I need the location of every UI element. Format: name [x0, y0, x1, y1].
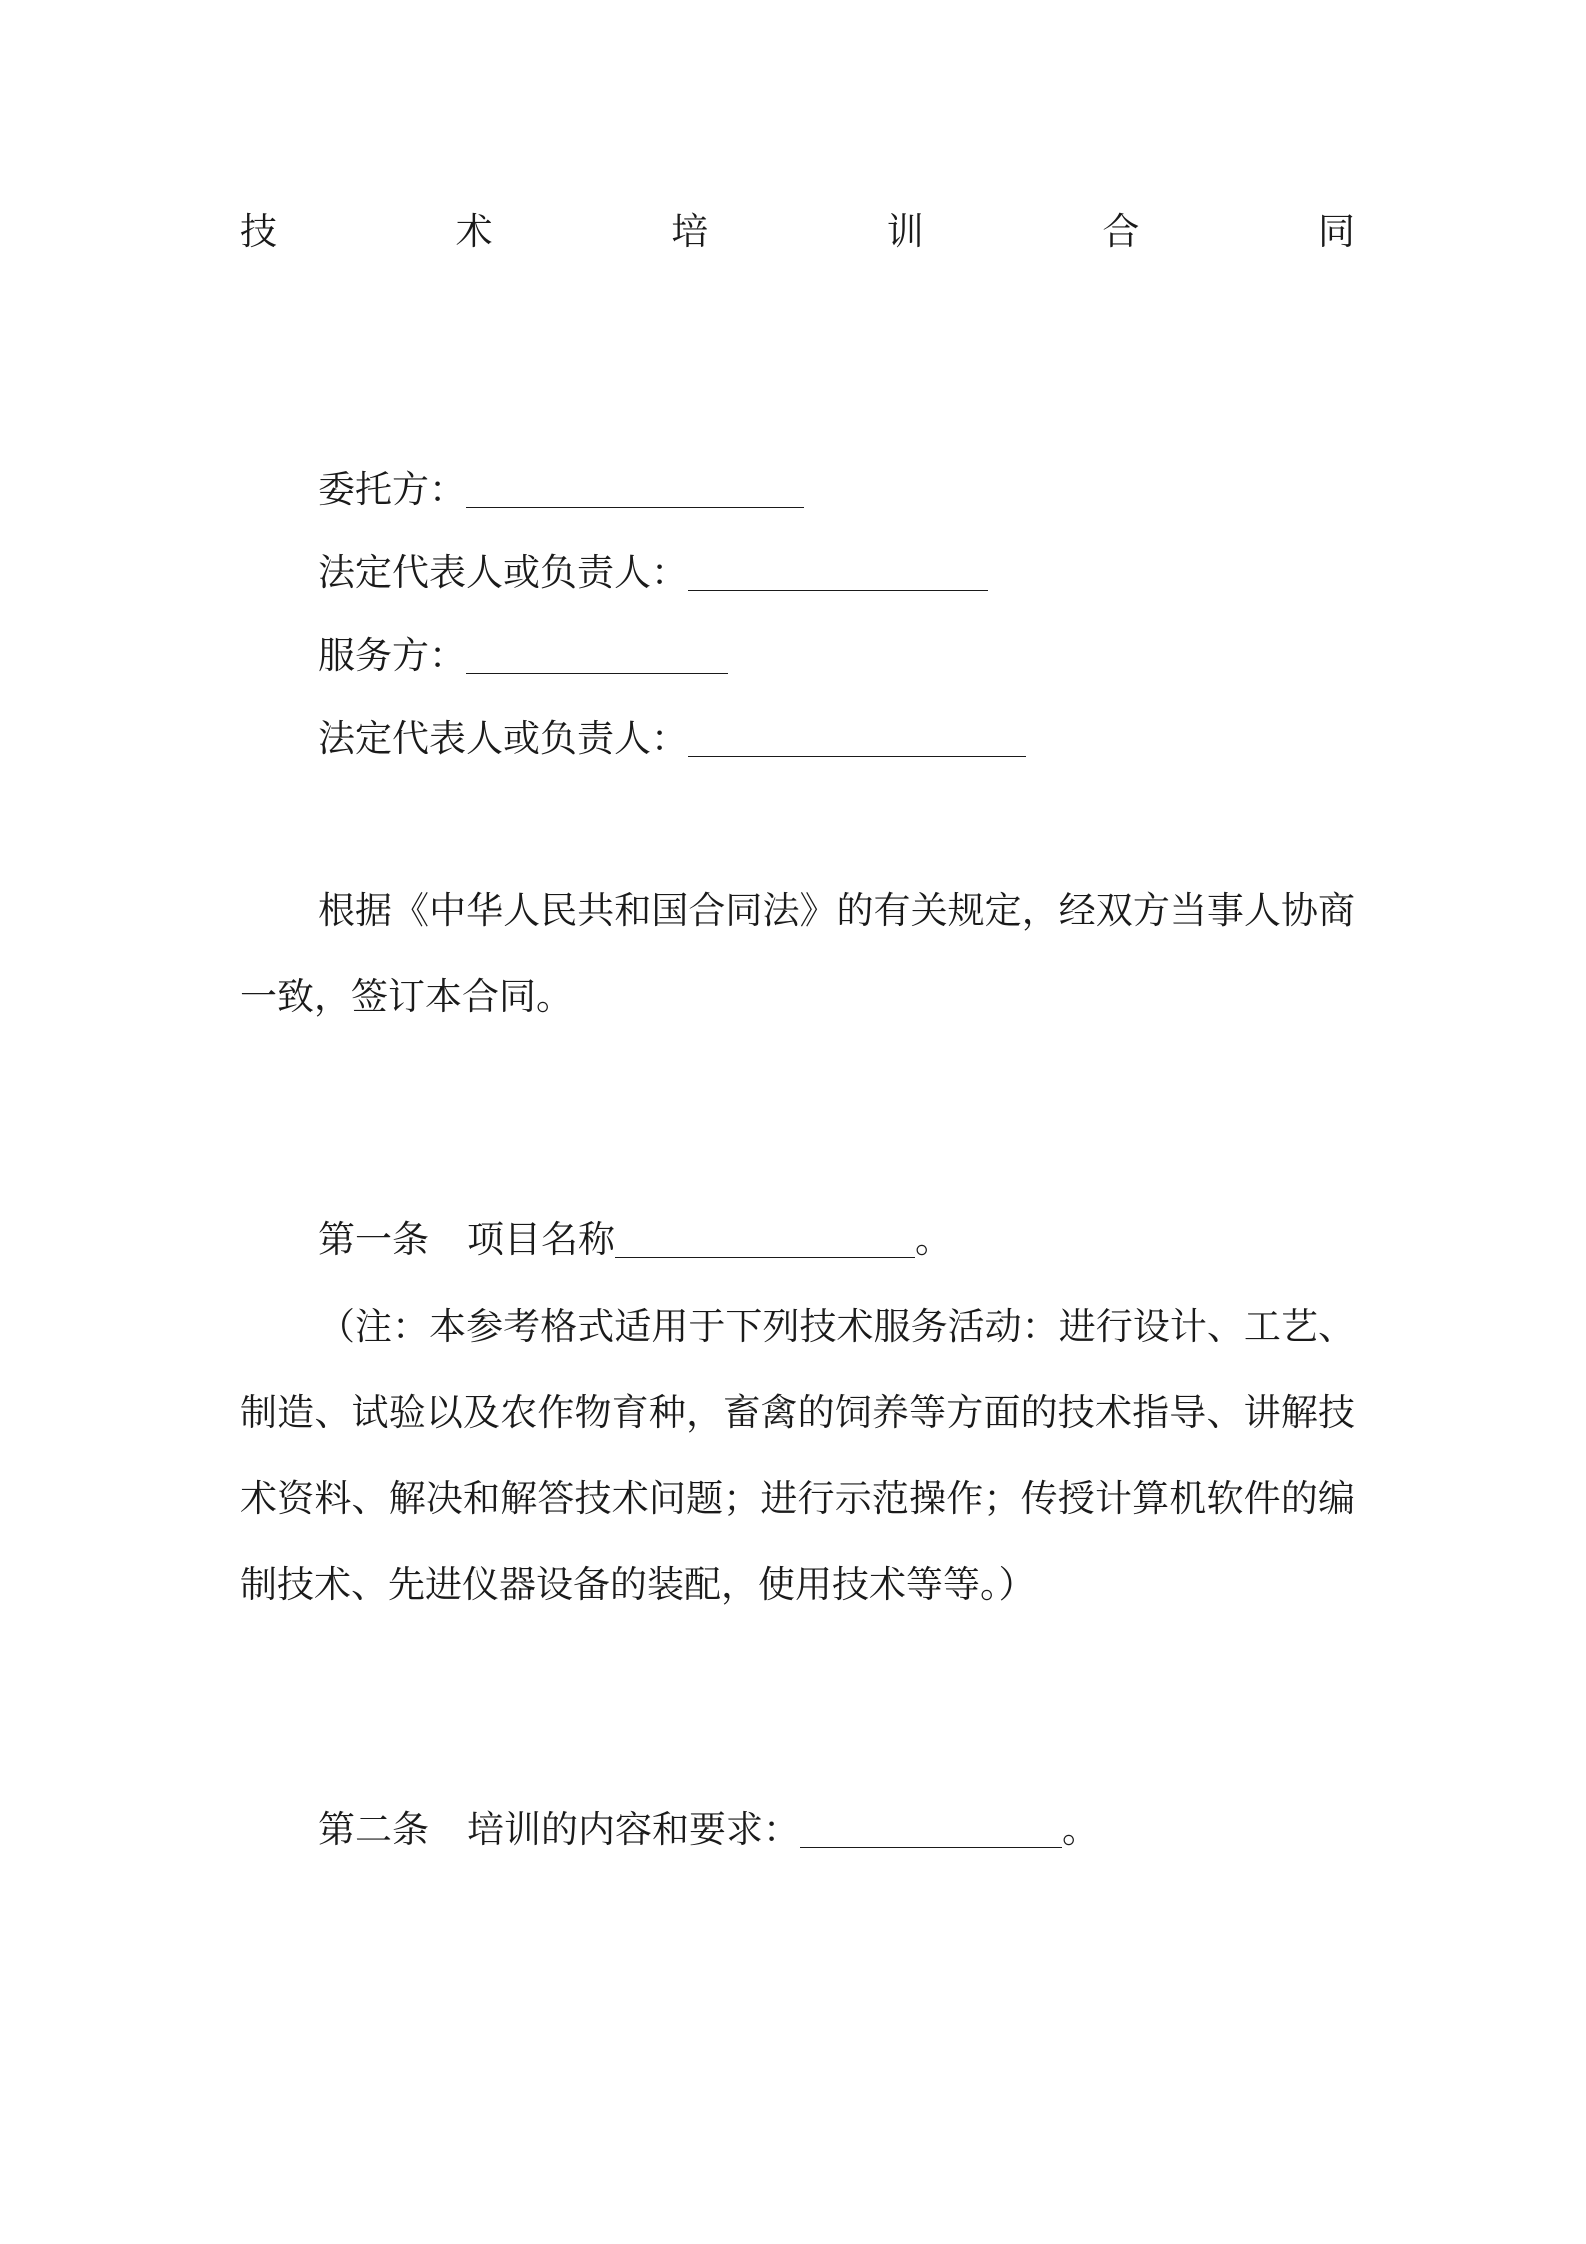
article-1-end: 。	[915, 1218, 952, 1261]
article-2-row	[318, 1800, 1099, 1860]
client-rep-blank[interactable]	[688, 546, 988, 591]
article-2-label: 培训的内容和要求：	[467, 1808, 800, 1851]
title-char: 技	[240, 210, 277, 253]
article-1-heading: 第一条	[318, 1218, 429, 1261]
title-char: 同	[1317, 210, 1355, 253]
project-name-blank[interactable]	[615, 1213, 915, 1258]
title-char: 术	[455, 210, 493, 253]
title-char: 培	[671, 210, 709, 253]
title-char: 训	[886, 210, 924, 253]
article-1-label: 项目名称	[467, 1218, 615, 1261]
provider-rep-row	[318, 709, 1026, 769]
training-content-blank[interactable]	[800, 1803, 1062, 1848]
provider-rep-blank[interactable]	[688, 712, 1026, 757]
client-blank[interactable]	[466, 463, 804, 508]
preamble-paragraph: 根据《中华人民共和国合同法》的有关规定，经双方当事人协商一致，签订本合同。	[240, 889, 1355, 1018]
client-rep-row	[318, 543, 988, 603]
article-1-note: （注：本参考格式适用于下列技术服务活动：进行设计、工艺、制造、试验以及农作物育种，畜禽的饲养等方面的技术指导、讲解技术资料、解决和解答技术问题；进行示范操作；传授计算机软件的编制技术、先进仪器设备的装配，使用技术等等。）	[240, 1305, 1355, 1606]
client-row	[318, 460, 804, 520]
client-rep-label: 法定代表人或负责人：	[318, 551, 688, 594]
provider-label: 服务方：	[318, 634, 466, 677]
title-char: 合	[1102, 210, 1140, 253]
client-label: 委托方：	[318, 468, 466, 511]
article-2-end: 。	[1062, 1808, 1099, 1851]
article-1-row	[318, 1210, 952, 1270]
article-2-heading: 第二条	[318, 1808, 429, 1851]
provider-blank[interactable]	[466, 629, 728, 674]
document-title	[240, 202, 1355, 262]
provider-row	[318, 626, 728, 686]
provider-rep-label: 法定代表人或负责人：	[318, 717, 688, 760]
